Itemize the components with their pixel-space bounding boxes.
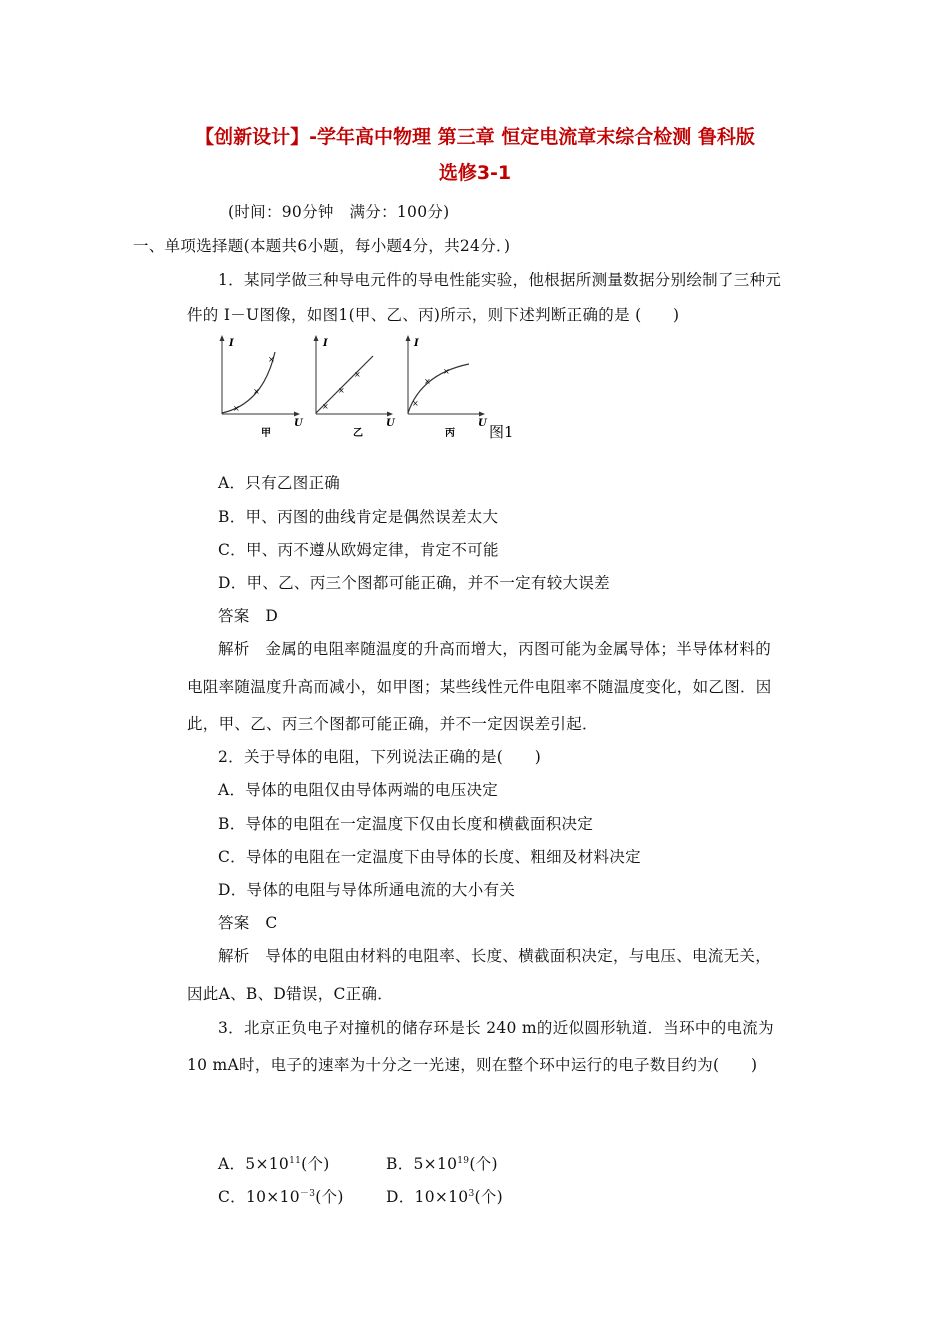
q3-option-d: D．$10\times 10^3$(个) — [386, 1188, 503, 1206]
q1-option-b: B．甲、丙图的曲线肯定是偶然误差太大 — [218, 508, 499, 526]
q2-answer: 答案 C — [218, 914, 278, 932]
graph-jia-label: 甲 — [261, 428, 271, 439]
q1-analysis-line1: 解析 金属的电阻率随温度的升高而增大，丙图可能为金属导体；半导体材料的 — [218, 640, 772, 658]
graph-bing-u-label: U — [478, 418, 487, 429]
figure-1-caption: 图1 — [489, 423, 514, 441]
q2-option-c: C．导体的电阻在一定温度下由导体的长度、粗细及材料决定 — [218, 848, 641, 866]
q3-option-a: A．$5\times 10^{11}$(个) — [218, 1155, 330, 1173]
graph-yi — [314, 335, 397, 439]
graph-bing-label: 丙 — [445, 428, 455, 439]
q3-stem-line2: 10 mA时，电子的速率为十分之一光速，则在整个环中运行的电子数目约为( ) — [187, 1056, 758, 1074]
graph-jia-u-label: U — [294, 418, 303, 429]
svg-text:×: × — [233, 404, 240, 413]
svg-text:×: × — [253, 387, 260, 396]
svg-text:×: × — [412, 399, 419, 408]
q1-analysis-line3: 此，甲、乙、丙三个图都可能正确，并不一定因误差引起． — [187, 715, 598, 733]
q1-option-a: A．只有乙图正确 — [218, 474, 341, 492]
graph-jia — [220, 335, 305, 439]
q2-analysis-line1: 解析 导体的电阻由材料的电阻率、长度、横截面积决定，与电压、电流无关， — [218, 947, 772, 965]
graph-yi-label: 乙 — [353, 428, 363, 439]
svg-text:×: × — [268, 355, 275, 364]
section-heading: 一、单项选择题(本题共6小题，每小题4分，共24分．) — [133, 237, 511, 255]
graph-bing-i-label: I — [414, 338, 419, 349]
q3-option-c: C．$10\times 10^{-3}$(个) — [218, 1188, 344, 1206]
svg-text:×: × — [424, 377, 431, 386]
graph-jia-i-label: I — [229, 338, 234, 349]
q1-answer: 答案 D — [218, 607, 279, 625]
q2-option-d: D．导体的电阻与导体所通电流的大小有关 — [218, 881, 516, 899]
svg-text:×: × — [443, 367, 450, 376]
q2-stem: 2．关于导体的电阻，下列说法正确的是( ) — [218, 748, 542, 766]
q1-stem-line2: 件的 I－U图像，如图1(甲、乙、丙)所示，则下述判断正确的是 ( ) — [187, 306, 680, 324]
q2-analysis-line2: 因此A、B、D错误，C正确． — [187, 985, 394, 1003]
graph-yi-u-label: U — [386, 418, 395, 429]
exam-meta: (时间：90分钟 满分：100分) — [228, 203, 450, 221]
svg-text:×: × — [338, 386, 345, 395]
q2-option-a: A．导体的电阻仅由导体两端的电压决定 — [218, 781, 499, 799]
document-title-line2: 选修3-1 — [438, 162, 512, 184]
q3-option-b: B．$5\times 10^{19}$(个) — [386, 1155, 498, 1173]
svg-text:×: × — [322, 402, 329, 411]
q1-option-c: C．甲、丙不遵从欧姆定律，肯定不可能 — [218, 541, 499, 559]
q1-analysis-line2: 电阻率随温度升高而减小，如甲图；某些线性元件电阻率不随温度变化，如乙图．因 — [187, 678, 772, 696]
figure-1-iu-graphs — [205, 332, 535, 447]
svg-text:×: × — [354, 370, 361, 379]
graph-bing — [406, 335, 489, 439]
q2-option-b: B．导体的电阻在一定温度下仅由长度和横截面积决定 — [218, 815, 594, 833]
graph-yi-i-label: I — [323, 338, 328, 349]
document-title-line1: 【创新设计】-学年高中物理 第三章 恒定电流章末综合检测 鲁科版 — [195, 126, 755, 148]
q3-stem-line1: 3．北京正负电子对撞机的储存环是长 240 m的近似圆形轨道．当环中的电流为 — [218, 1019, 774, 1037]
q1-option-d: D．甲、乙、丙三个图都可能正确，并不一定有较大误差 — [218, 574, 610, 592]
q1-stem-line1: 1．某同学做三种导电元件的导电性能实验，他根据所测量数据分别绘制了三种元 — [218, 271, 782, 289]
